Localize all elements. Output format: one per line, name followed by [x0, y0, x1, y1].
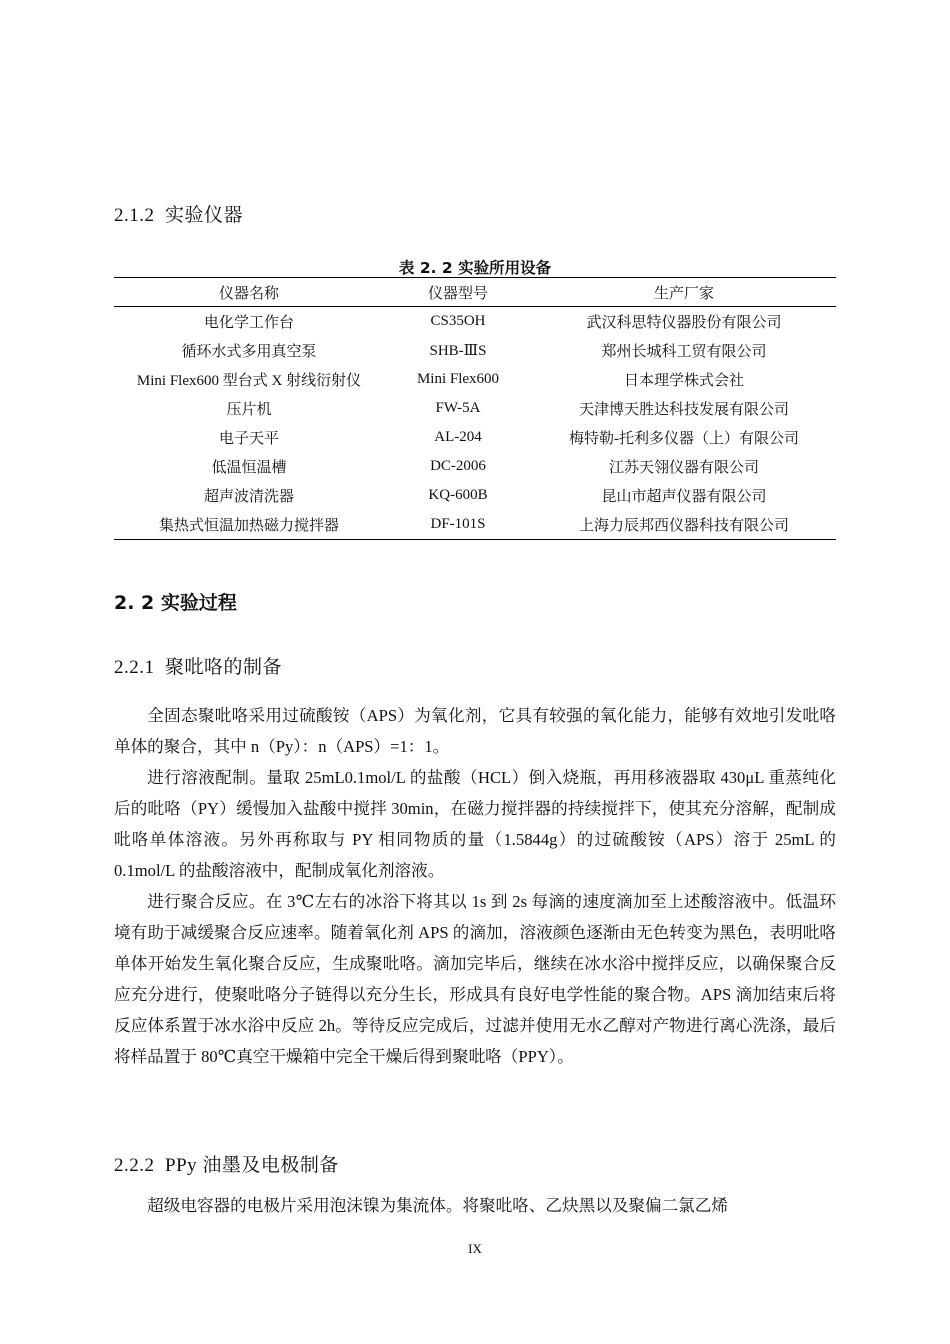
table-row: [114, 365, 836, 394]
section-title: 实验仪器: [165, 205, 244, 226]
table-cell: DF-101S: [430, 516, 486, 532]
equipment-table: [114, 277, 836, 540]
table-cell: 超声波清洗器: [203, 489, 294, 505]
section-number: 2.2.2: [114, 1155, 155, 1176]
table-cell: KQ-600B: [428, 487, 488, 503]
table-cell: 天津博天胜达科技发展有限公司: [578, 402, 789, 418]
section-heading-2-2: 2. 2 实验过程: [114, 592, 237, 614]
column-header: 生产厂家: [653, 285, 714, 302]
section-title: PPy 油墨及电极制备: [165, 1155, 339, 1176]
body-text-2-2-1: [114, 700, 836, 1072]
table-caption: 表 2. 2 实验所用设备: [398, 259, 552, 277]
table-cell: 昆山市超声仪器有限公司: [601, 489, 767, 505]
table-cell: 日本理学株式会社: [623, 373, 744, 389]
section-heading-2-2-1: [114, 652, 282, 679]
paragraph: 全固态聚吡咯采用过硫酸铵（APS）为氧化剂，它具有较强的氧化能力，能够有效地引发吡咯单体的聚合，其中 n（Py）：n（APS）=1：1。: [114, 706, 836, 756]
table-cell: 低温恒温槽: [211, 460, 287, 476]
table-cell: Mini Flex600: [416, 371, 500, 387]
table-cell: 循环水式多用真空泵: [181, 344, 317, 360]
table-cell: 集热式恒温加热磁力搅拌器: [158, 518, 339, 534]
table-cell: AL-204: [434, 429, 482, 445]
column-header: 仪器名称: [218, 285, 279, 302]
table-row: [114, 452, 836, 481]
paragraph: 进行聚合反应。在 3℃左右的冰浴下将其以 1s 到 2s 每滴的速度滴加至上述酸溶液中。低温环境有助于减缓聚合反应速率。随着氧化剂 APS 的滴加，溶液颜色逐渐由无色转变为黑色，表明吡咯单体开始发生氧化聚合反应，生成聚吡咯。滴加完毕后，继续在冰水浴中搅拌反应，以确保聚合反应充分进行，使聚吡咯分子链得以充分生长，形成具有良好电学性能的聚合物。APS 滴加结束后将反应体系置于冰水浴中反应 2h。等待反应完成后，过滤并使用无水乙醇对产物进行离心洗涤，最后将样品置于 80℃真空干燥箱中完全干燥后得到聚吡咯（PPY）。: [114, 892, 836, 1066]
page-number: IX: [468, 1241, 482, 1256]
table-cell: 梅特勒-托利多仪器（上）有限公司: [569, 431, 799, 447]
table-cell: 武汉科思特仪器股份有限公司: [586, 315, 782, 331]
table-cell: 电子天平: [218, 431, 279, 447]
section-number: 2.2.1: [114, 657, 155, 678]
section-heading-2-1-2: [114, 200, 243, 227]
section-number: 2.1.2: [114, 205, 155, 226]
table-cell: Mini Flex600 型台式 X 射线衍射仪: [136, 373, 362, 389]
table-cell: 电化学工作台: [203, 315, 294, 331]
table-cell: FW-5A: [435, 400, 481, 416]
table-row: [114, 481, 836, 510]
table-row: [114, 510, 836, 540]
table-cell: CS35OH: [430, 313, 486, 329]
table-cell: DC-2006: [430, 458, 486, 474]
column-header: 仪器型号: [427, 285, 488, 302]
section-heading-2-2-2: [114, 1150, 339, 1177]
table-row: [114, 336, 836, 365]
table-cell: 江苏天翎仪器有限公司: [608, 460, 759, 476]
body-text-2-2-2: [114, 1190, 836, 1221]
section-title: 聚吡咯的制备: [165, 657, 283, 678]
table-row: [114, 423, 836, 452]
paragraph: 进行溶液配制。量取 25mL0.1mol/L 的盐酸（HCL）倒入烧瓶，再用移液器取 430μL 重蒸纯化后的吡咯（PY）缓慢加入盐酸中搅拌 30min，在磁力搅拌器的持续搅拌下，使其充分溶解，配制成吡咯单体溶液。另外再称取与 PY 相同物质的量（1.5844g）的过硫酸铵（APS）溶于 25mL 的 0.1mol/L 的盐酸溶液中，配制成氧化剂溶液。: [114, 768, 836, 880]
paragraph: 超级电容器的电极片采用泡沫镍为集流体。将聚吡咯、乙炔黑以及聚偏二氯乙烯: [147, 1196, 728, 1215]
table-cell: 上海力辰邦西仪器科技有限公司: [578, 518, 789, 534]
table-row: [114, 307, 836, 337]
table-row: [114, 394, 836, 423]
table-cell: 郑州长城科工贸有限公司: [601, 344, 767, 360]
table-cell: SHB-ⅢS: [429, 343, 487, 359]
table-cell: 压片机: [226, 402, 272, 418]
table-header-row: [114, 278, 836, 307]
